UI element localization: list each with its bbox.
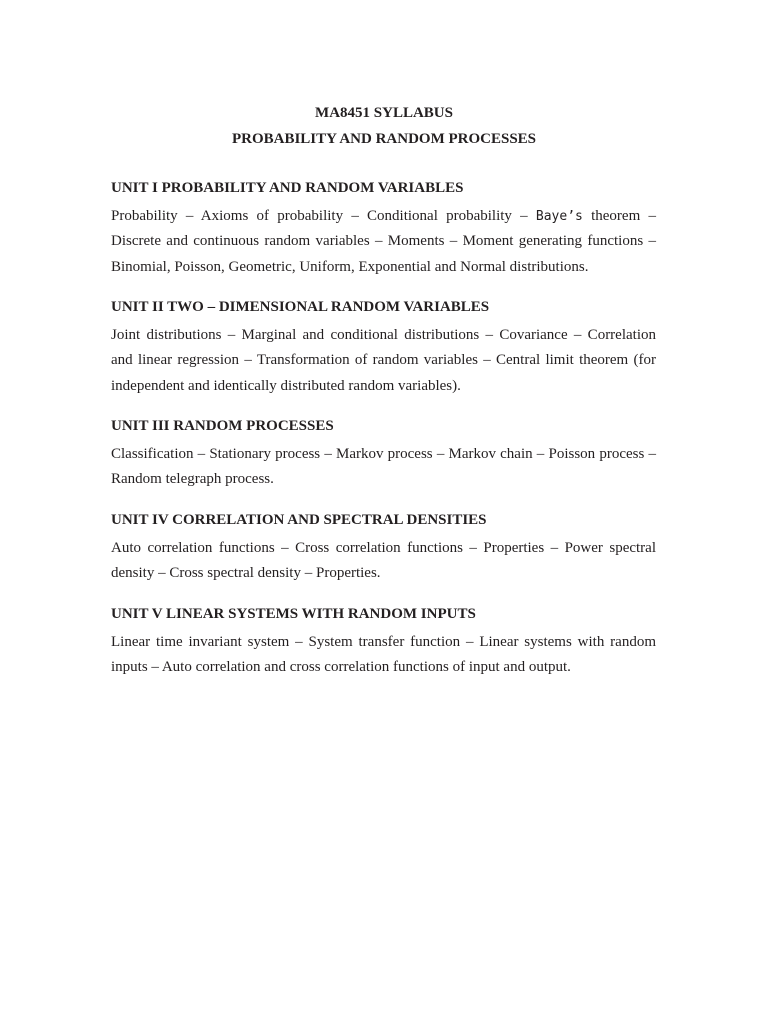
unit-description: Auto correlation functions – Cross correlation functions – Properties – Power spectral density – Cross spectral density – Properties. bbox=[111, 540, 656, 582]
course-title: PROBABILITY AND RANDOM PROCESSES bbox=[231, 131, 537, 147]
unit-heading: UNIT III RANDOM PROCESSES bbox=[111, 418, 334, 434]
unit-section bbox=[111, 511, 656, 587]
unit-section bbox=[111, 179, 656, 280]
unit-description-text: theorem – Discrete and continuous random variables – Moments – Moment generating functions – Binomial, Poisson, Geometric, Uniform, Exponential and Normal distributions. bbox=[111, 208, 656, 275]
unit-description: Classification – Stationary process – Markov process – Markov chain – Poisson process – Random telegraph process. bbox=[111, 446, 656, 488]
unit-heading: UNIT IV CORRELATION AND SPECTRAL DENSITIES bbox=[111, 512, 487, 528]
unit-heading: UNIT V LINEAR SYSTEMS WITH RANDOM INPUTS bbox=[111, 606, 476, 622]
unit-description-text: Probability – Axioms of probability – Conditional probability – bbox=[111, 208, 536, 224]
unit-description: Joint distributions – Marginal and conditional distributions – Covariance – Correlation and linear regression – Transformation of random variables – Central limit theorem (for independent and identically distributed random variables). bbox=[111, 327, 656, 394]
unit-section bbox=[111, 417, 656, 493]
unit-heading: UNIT I PROBABILITY AND RANDOM VARIABLES bbox=[111, 180, 464, 196]
unit-description bbox=[111, 204, 656, 280]
course-code: MA8451 SYLLABUS bbox=[315, 105, 453, 121]
unit-section bbox=[111, 298, 656, 399]
unit-section bbox=[111, 605, 656, 681]
unit-description: Linear time invariant system – System transfer function – Linear systems with random inputs – Auto correlation and cross correlation functions of input and output. bbox=[111, 634, 656, 676]
unit-heading: UNIT II TWO – DIMENSIONAL RANDOM VARIABLES bbox=[111, 299, 490, 315]
unit-description-text: Baye’s bbox=[535, 209, 583, 224]
